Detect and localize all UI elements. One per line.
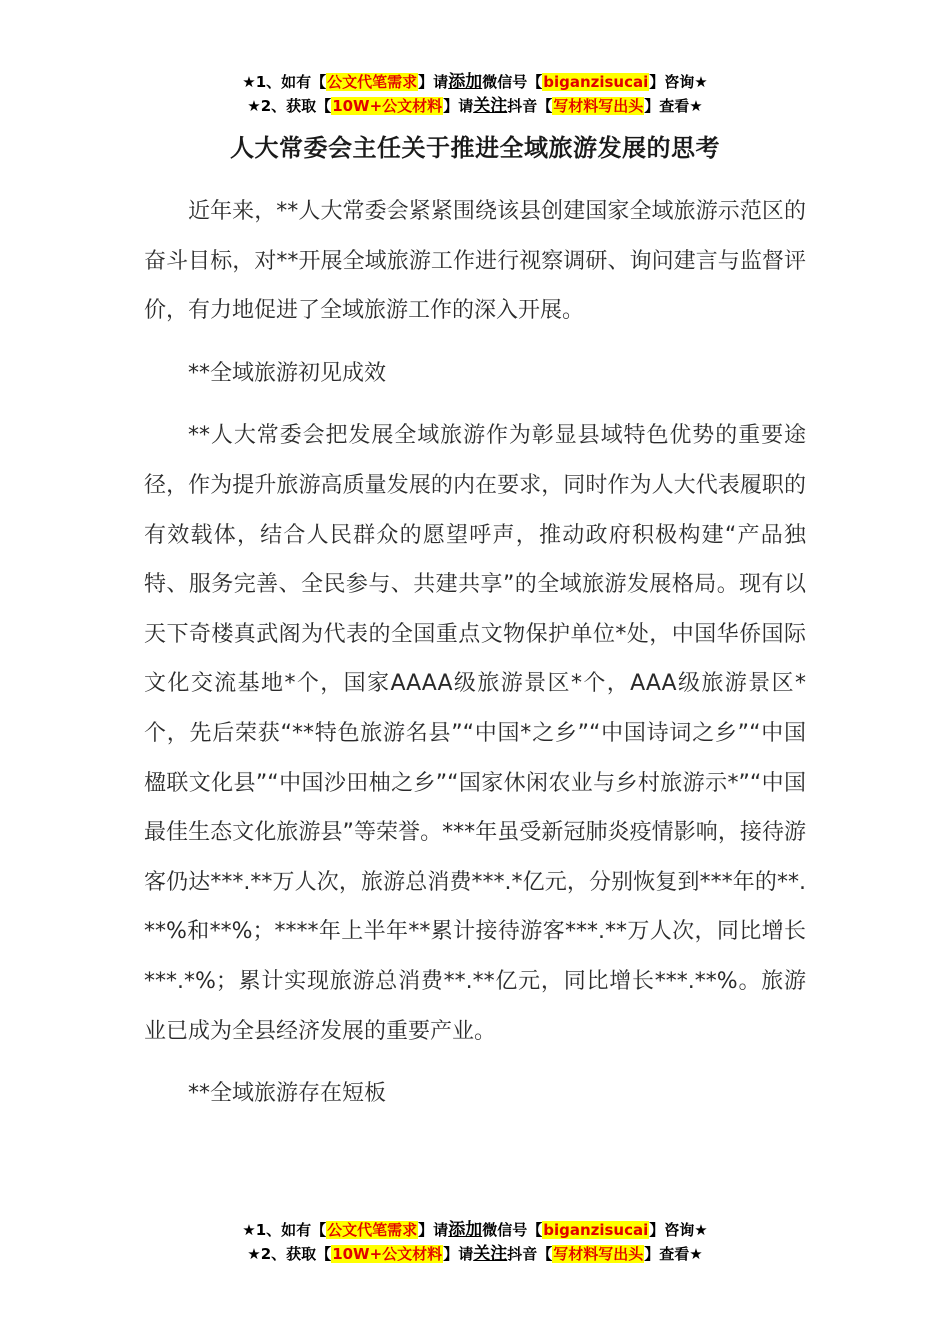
promo-text: 】咨询★ [649, 1221, 708, 1239]
promo-highlight: biganzisucai [543, 1221, 649, 1239]
promo-highlight: 写材料写出头 [553, 97, 644, 115]
promo-line-2 [0, 94, 950, 118]
promo-text: 】查看★ [644, 97, 703, 115]
promo-text: ★1、如有【 [242, 1221, 327, 1239]
promo-text: ★2、获取【 [247, 97, 332, 115]
promo-highlight: 10W+公文材料 [332, 97, 443, 115]
promo-footer [0, 1218, 950, 1266]
promo-text: ★1、如有【 [242, 73, 327, 91]
promo-line-2 [0, 1242, 950, 1266]
promo-text: 抖音【 [507, 1245, 553, 1263]
body-paragraph: **人大常委会把发展全域旅游作为彰显县域特色优势的重要途径，作为提升旅游高质量发展的内在要求，同时作为人大代表履职的有效载体，结合人民群众的愿望呼声，推动政府积极构建“产品独特、服务完善、全民参与、共建共享”的全域旅游发展格局。现有以天下奇楼真武阁为代表的全国重点文物保护单位*处，中国华侨国际文化交流基地*个，国家AAAA级旅游景区*个，AAA级旅游景区*个，先后荣获“**特色旅游名县”“中国*之乡”“中国诗词之乡”“中国楹联文化县”“中国沙田柚之乡”“国家休闲农业与乡村旅游示*”“中国最佳生态文化旅游县”等荣誉。***年虽受新冠肺炎疫情影响，接待游客仍达***.**万人次，旅游总消费***.*亿元，分别恢复到***年的**.**%和**%；****年上半年**累计接待游客***.**万人次，同比增长***.*%；累计实现旅游总消费**.**亿元，同比增长***.**%。旅游业已成为全县经济发展的重要产业。 [144, 423, 806, 1044]
promo-underline: 添加 [448, 72, 483, 92]
promo-highlight: biganzisucai [543, 73, 649, 91]
promo-header [0, 70, 950, 118]
promo-text: 】查看★ [644, 1245, 703, 1263]
promo-text: 】请 [443, 97, 474, 115]
promo-line-1 [0, 1218, 950, 1242]
promo-highlight: 公文代笔需求 [327, 73, 418, 91]
section-heading: **全域旅游存在短板 [188, 1081, 387, 1107]
promo-highlight: 写材料写出头 [553, 1245, 644, 1263]
promo-text: 微信号【 [482, 1221, 543, 1239]
intro-paragraph: 近年来，**人大常委会紧紧围绕该县创建国家全域旅游示范区的奋斗目标，对**开展全域旅游工作进行视察调研、询问建言与监督评价，有力地促进了全域旅游工作的深入开展。 [144, 199, 806, 324]
promo-underline: 关注 [473, 1244, 508, 1264]
promo-text: 】咨询★ [649, 73, 708, 91]
promo-text: 】请 [443, 1245, 474, 1263]
promo-underline: 添加 [448, 1220, 483, 1240]
promo-text: 抖音【 [507, 97, 553, 115]
promo-text: 微信号【 [482, 73, 543, 91]
promo-text: 】请 [418, 1221, 449, 1239]
promo-text: 】请 [418, 73, 449, 91]
promo-line-1 [0, 70, 950, 94]
promo-highlight: 10W+公文材料 [332, 1245, 443, 1263]
section-heading: **全域旅游初见成效 [188, 360, 387, 386]
document-title: 人大常委会主任关于推进全域旅游发展的思考 [230, 134, 720, 162]
promo-highlight: 公文代笔需求 [327, 1221, 418, 1239]
document-body [144, 187, 806, 1132]
promo-underline: 关注 [473, 96, 508, 116]
promo-text: ★2、获取【 [247, 1245, 332, 1263]
